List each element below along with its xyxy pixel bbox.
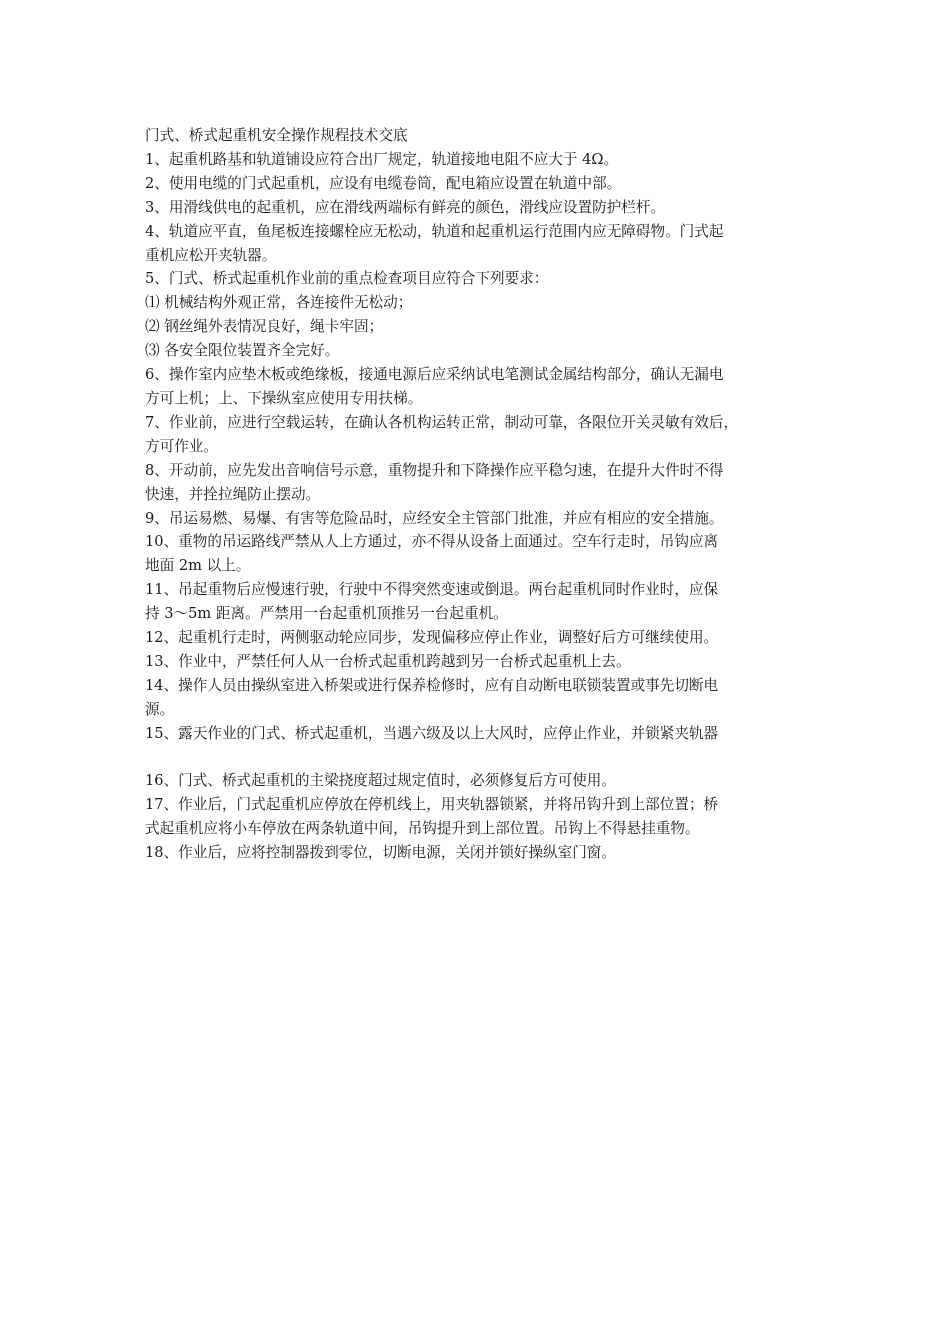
rule-9: 9、吊运易燃、易爆、有害等危险品时，应经安全主管部门批准，并应有相应的安全措施。 [145, 509, 724, 527]
rule-7-line-1: 7、作业前，应进行空载运转，在确认各机构运转正常，制动可靠，各限位开关灵敏有效后， [145, 413, 739, 431]
rule-11-line-2: 持 3～5m 距离。严禁用一台起重机顶推另一台起重机。 [145, 605, 508, 623]
rule-1: 1、起重机路基和轨道铺设应符合出厂规定，轨道接地电阻不应大于 4Ω。 [145, 150, 619, 168]
blank-line [145, 746, 813, 770]
rule-3: 3、用滑线供电的起重机，应在滑线两端标有鲜亮的颜色，滑线应设置防护栏杆。 [145, 198, 666, 216]
rule-10-line-2: 地面 2m 以上。 [145, 557, 251, 575]
rule-5: 5、门式、桥式起重机作业前的重点检查项目应符合下列要求： [145, 270, 549, 288]
rule-8-line-2: 快速，并拴拉绳防止摆动。 [145, 485, 321, 503]
rule-5-item-2: ⑵ 钢丝绳外表情况良好，绳卡牢固； [145, 318, 384, 336]
rule-6-line-1: 6、操作室内应垫木板或绝缘板，接通电源后应采纳试电笔测试金属结构部分，确认无漏电 [145, 366, 724, 384]
rule-5-item-3: ⑶ 各安全限位装置齐全完好。 [145, 342, 340, 360]
rule-14-line-2: 源。 [145, 700, 175, 718]
rule-13: 13、作业中，严禁任何人从一台桥式起重机跨越到另一台桥式起重机上去。 [145, 652, 631, 670]
rule-18: 18、作业后，应将控制器拨到零位，切断电源，关闭并锁好操纵室门窗。 [145, 844, 616, 862]
rule-16: 16、门式、桥式起重机的主梁挠度超过规定值时，必须修复后方可使用。 [145, 772, 616, 790]
document-title: 门式、桥式起重机安全操作规程技术交底 [145, 127, 408, 144]
rule-7-line-2: 方可作业。 [145, 437, 218, 455]
rule-17-line-2: 式起重机应将小车停放在两条轨道中间，吊钩提升到上部位置。吊钩上不得悬挂重物。 [145, 820, 700, 838]
document-body [145, 124, 813, 865]
rule-5-item-1: ⑴ 机械结构外观正常，各连接件无松动； [145, 294, 413, 312]
rule-8-line-1: 8、开动前，应先发出音响信号示意，重物提升和下降操作应平稳匀速，在提升大件时不得 [145, 461, 724, 479]
rule-4-line-2: 重机应松开夹轨器。 [145, 246, 277, 264]
rule-4-line-1: 4、轨道应平直，鱼尾板连接螺栓应无松动，轨道和起重机运行范围内应无障碍物。门式起 [145, 222, 724, 240]
rule-12: 12、起重机行走时，两侧驱动轮应同步，发现偏移应停止作业，调整好后方可继续使用。 [145, 629, 719, 647]
rule-10-line-1: 10、重物的吊运路线严禁从人上方通过，亦不得从设备上面通过。空车行走时，吊钩应离 [145, 533, 719, 551]
rule-2: 2、使用电缆的门式起重机，应设有电缆卷筒，配电箱应设置在轨道中部。 [145, 174, 622, 192]
rule-11-line-1: 11、吊起重物后应慢速行驶，行驶中不得突然变速或倒退。两台起重机同时作业时，应保 [145, 581, 719, 599]
rule-17-line-1: 17、作业后，门式起重机应停放在停机线上，用夹轨器锁紧，并将吊钩升到上部位置；桥 [145, 796, 719, 814]
rule-6-line-2: 方可上机；上、下操纵室应使用专用扶梯。 [145, 389, 423, 407]
rule-14-line-1: 14、操作人员由操纵室进入桥架或进行保养检修时，应有自动断电联锁装置或事先切断电 [145, 676, 719, 694]
rule-15: 15、露天作业的门式、桥式起重机，当遇六级及以上大风时，应停止作业，并锁紧夹轨器 [145, 724, 719, 742]
